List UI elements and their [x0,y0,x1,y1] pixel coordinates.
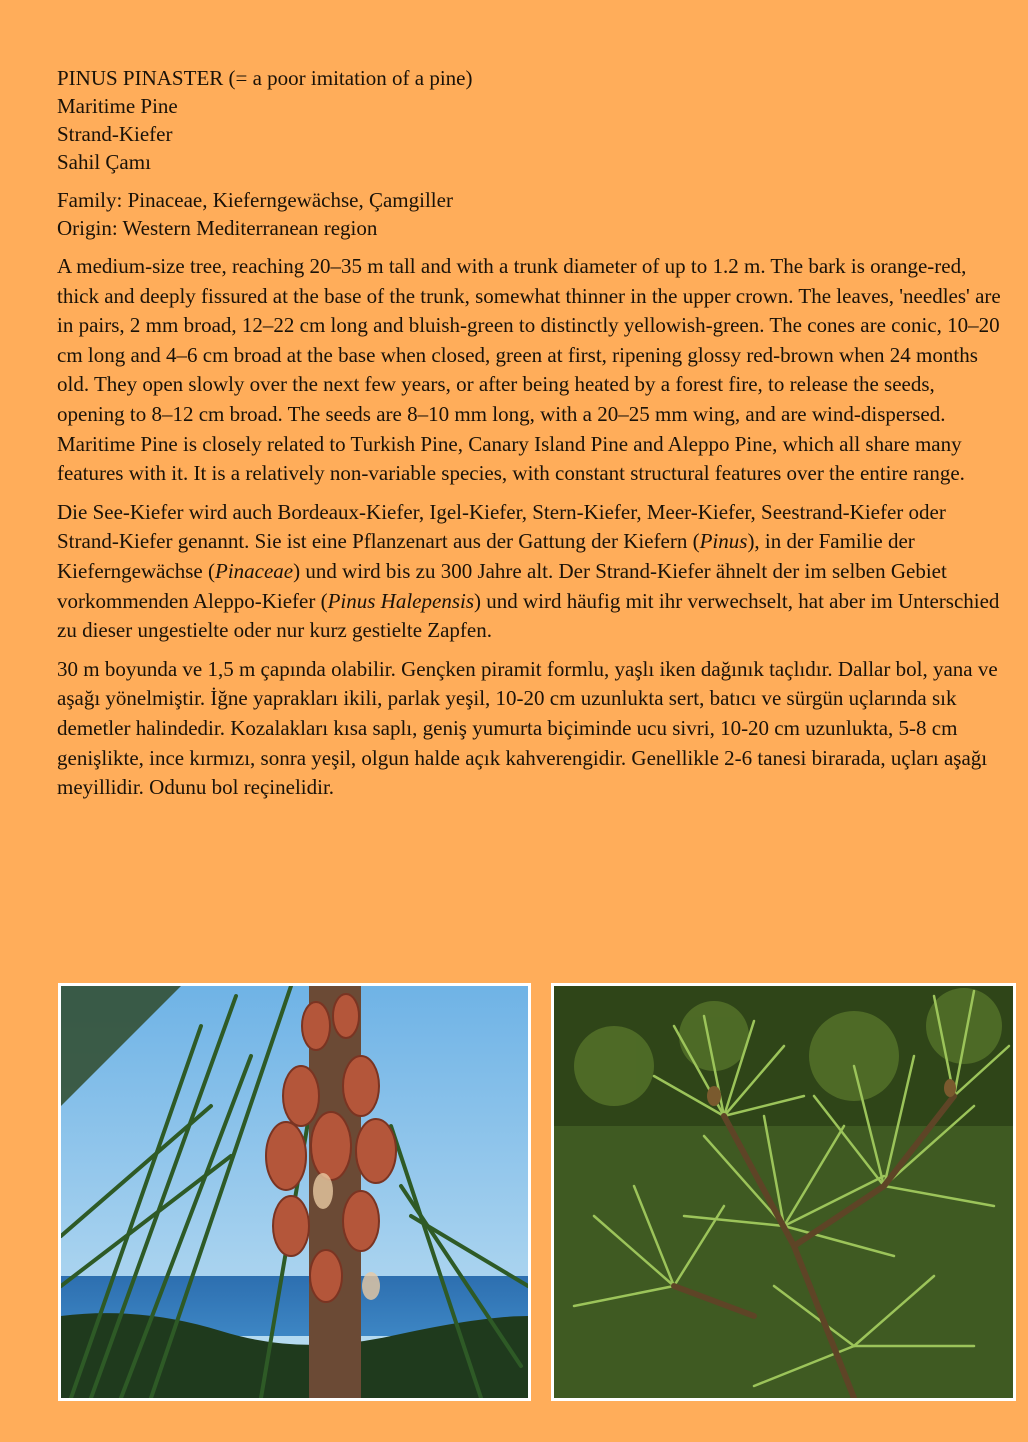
meta-block [57,186,1002,242]
pine-branches-image [554,986,1013,1398]
pine-flower-image [61,986,528,1398]
document-body [57,64,1002,812]
german-text-4: ) und wird häufig mit ihr verwechselt, hat aber im Unterschied zu dieser ungestielte oder nur kurz gestielte Zapfen. [57,588,1000,643]
english-description: A medium-size tree, reaching 20–35 m tall and with a trunk diameter of up to 1.2 m. The bark is orange-red, thick and deeply fissured at the base of the trunk, somewhat thinner in the upper crown. The leaves, 'needles' are in pairs, 2 mm broad, 12–22 cm long and bluish-green to distinctly yellowish-green. The cones are conic, 10–20 cm long and 4–6 cm broad at the base when closed, green at first, ripening glossy red-brown when 24 months old. They open slowly over the next few years, or after being heated by a forest fire, to release the seeds, opening to 8–12 cm broad. The seeds are 8–10 mm long, with a 20–25 mm wing, and are wind-dispersed. Maritime Pine is closely related to Turkish Pine, Canary Island Pine and Aleppo Pine, which all share many features with it. It is a relatively non-variable species, with constant structural features over the entire range. [57,254,1001,486]
common-name-german: Strand-Kiefer [57,122,173,146]
german-text-2: ), in der Familie der Kieferngewächse ( [57,529,915,583]
page-title: PINUS PINASTER (= a poor imitation of a pine) [57,66,473,90]
german-text-1: Die See-Kiefer wird auch Bordeaux-Kiefer, Igel-Kiefer, Stern-Kiefer, Meer-Kiefer, Seestrand-Kiefer oder Strand-Kiefer genannt. Sie ist eine Pflanzenart aus der Gattung der Kiefern ( [57,499,946,554]
pine-flower-photo [58,983,531,1401]
name-block [57,64,1002,176]
common-name-turkish: Sahil Çamı [57,150,151,174]
common-name-english: Maritime Pine [57,94,178,118]
pine-branches-photo [551,983,1016,1401]
german-genus: Pinus [699,529,748,554]
german-text-3: ) und wird bis zu 300 Jahre alt. Der Strand-Kiefer ähnelt der im selben Gebiet vorkommenden Aleppo-Kiefer ( [57,558,947,613]
german-family: Pinaceae [215,558,294,583]
turkish-description: 30 m boyunda ve 1,5 m çapında olabilir. Gençken piramit formlu, yaşlı iken dağınık taçlıdır. Dallar bol, yana ve aşağı yönelmiştir. İğne yaprakları ikili, parlak yeşil, 10-20 cm uzunlukta sert, batıcı ve sürgün uçlarında sık demetler halindedir. Kozalakları kısa saplı, geniş yumurta biçiminde ucu sivri, 10-20 cm uzunlukta, 5-8 cm genişlikte, ince kırmızı, sonra yeşil, olgun halde açık kahverengidir. Genellikle 2-6 tanesi birarada, uçları aşağı meyillidir. Odunu bol reçinelidir. [57,656,998,800]
family-line: Family: Pinaceae, Kieferngewächse, Çamgiller [57,188,453,212]
origin-line: Origin: Western Mediterranean region [57,216,378,240]
german-species: Pinus Halepensis [327,588,474,613]
german-description [57,498,1002,646]
